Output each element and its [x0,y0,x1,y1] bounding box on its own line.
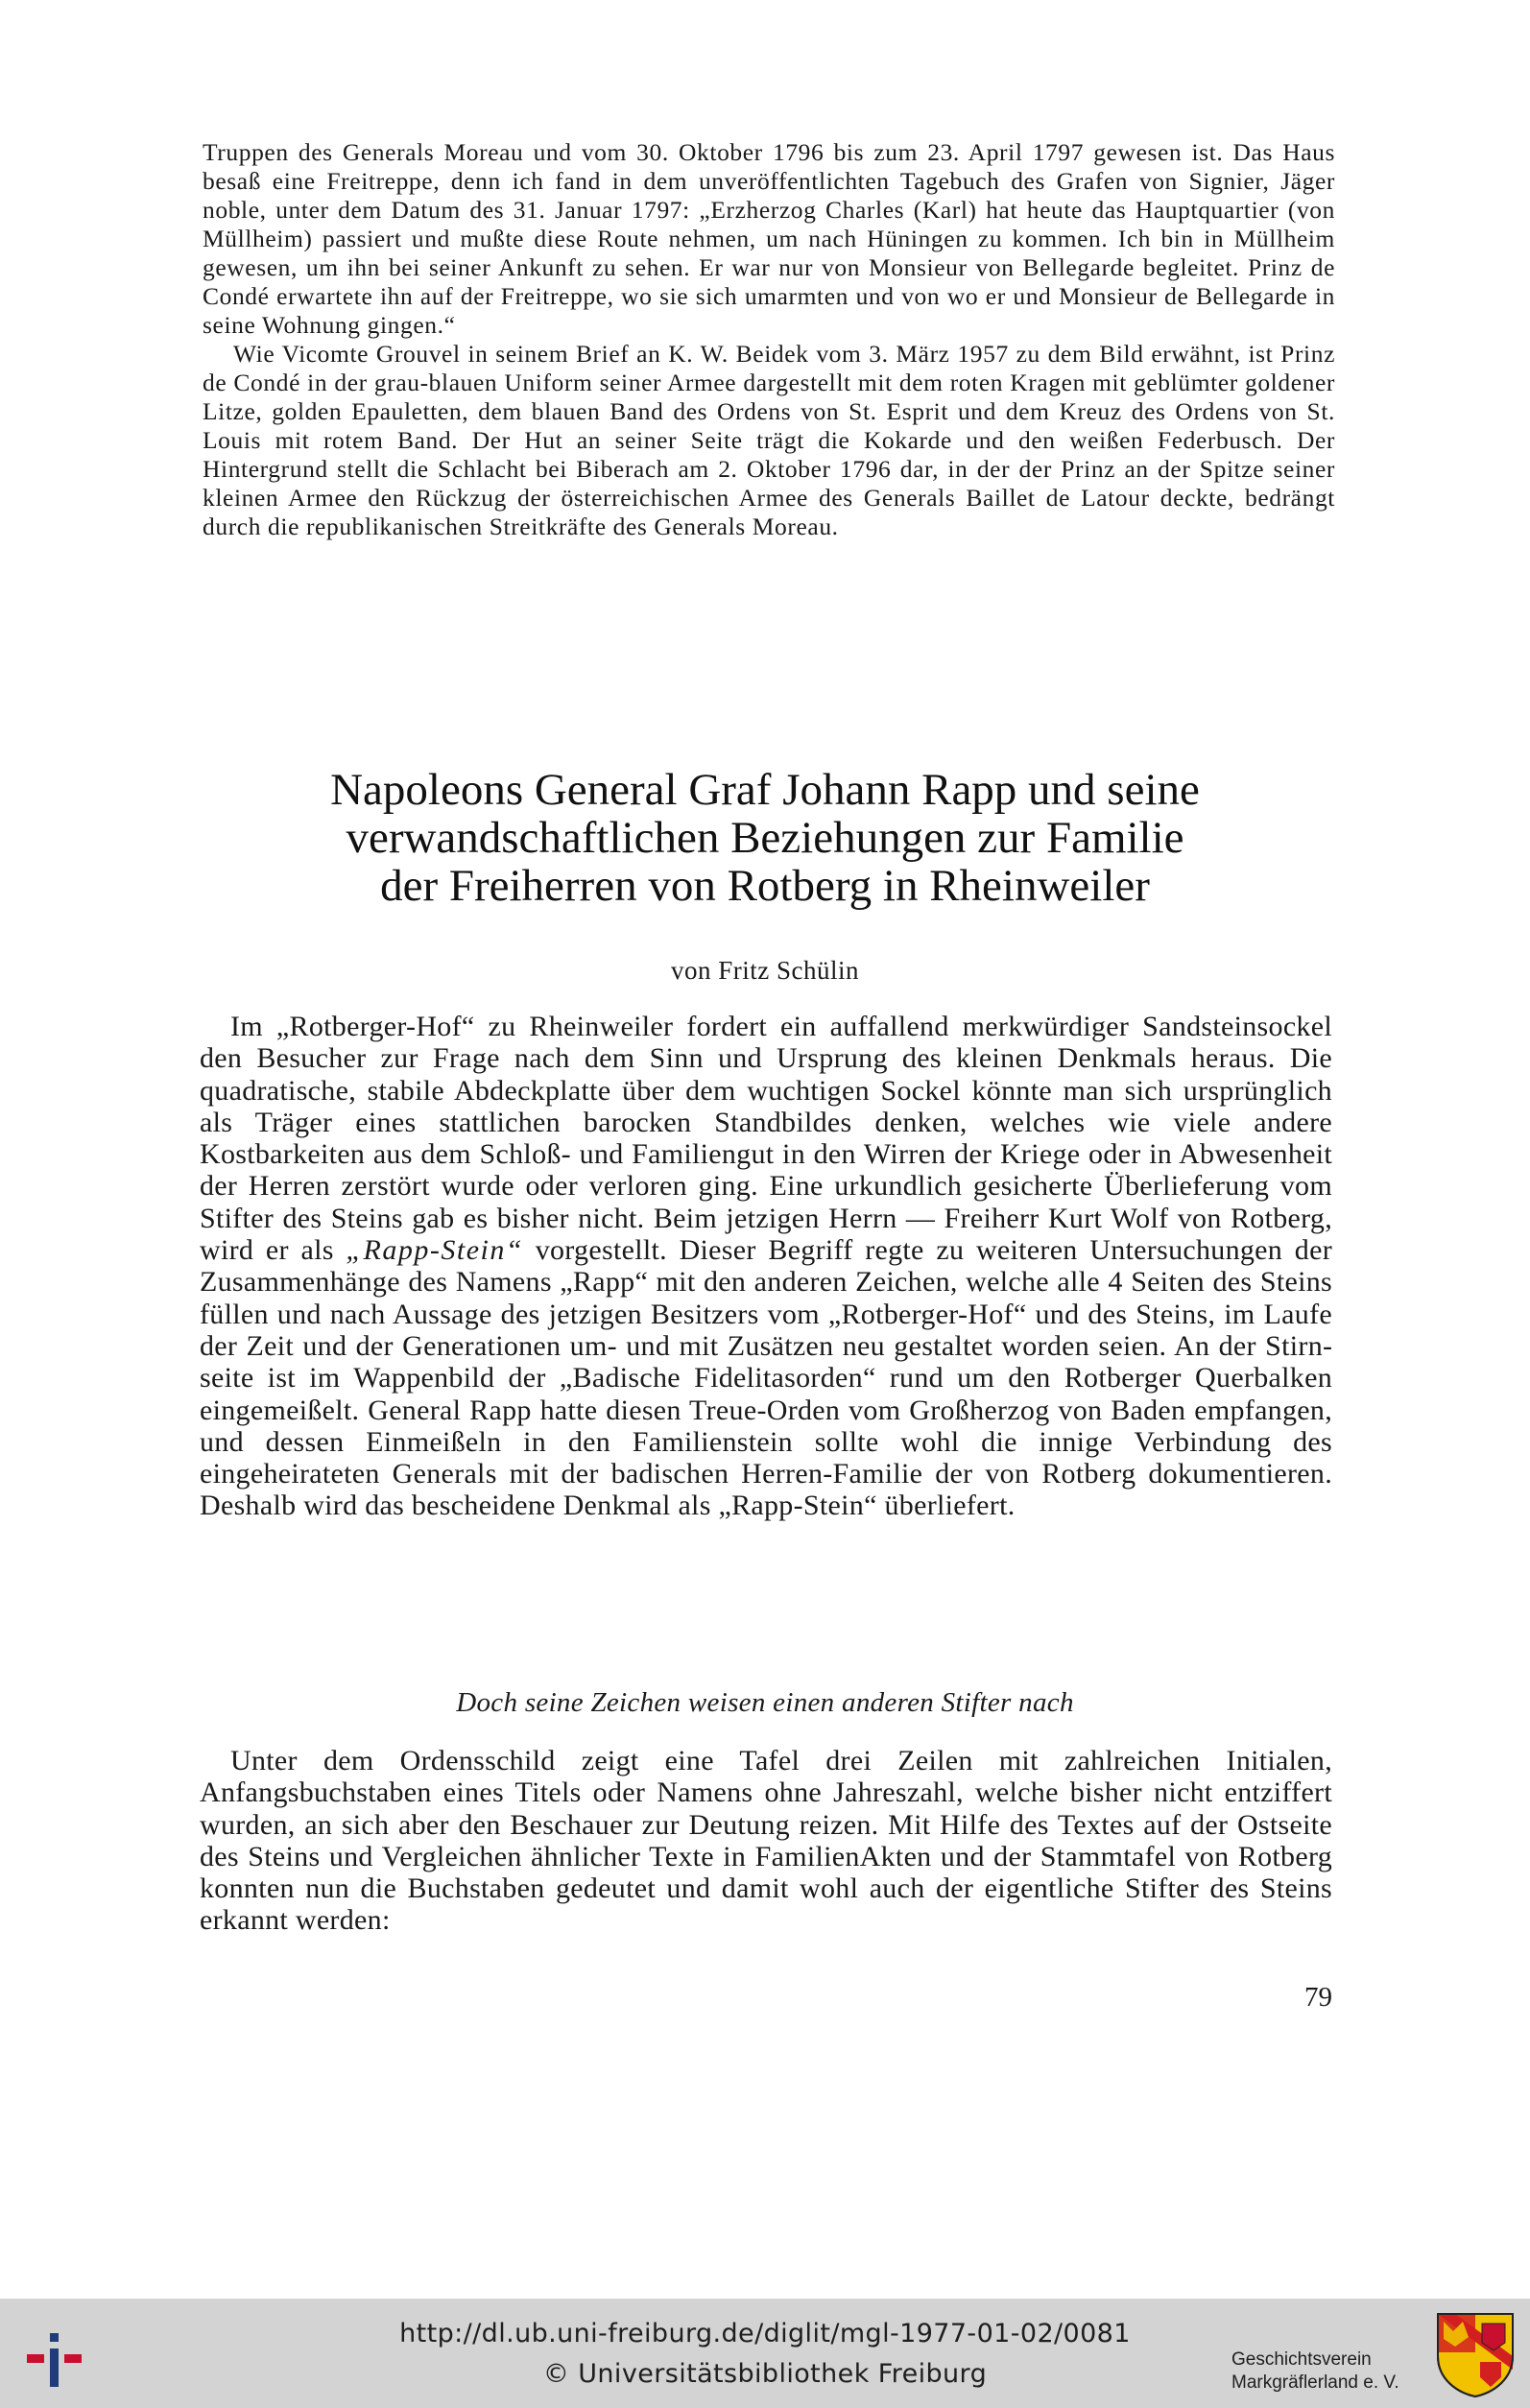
society-line: Geschichtsverein [1231,2349,1372,2370]
markgraeflerland-crest-icon[interactable] [1434,2310,1517,2398]
article-body-section [200,1745,1332,1937]
title-line: Napoleons General Graf Johann Rapp und seine [330,765,1200,815]
paragraph: Unter dem Ordensschild zeigt eine Tafel drei Zeilen mit zahlreichen Initialen, Anfangsbuchstaben eines Titels oder Namens ohne Jahreszahl, welche bisher nicht entziffert wurden, an sich aber den Beschauer zur Deutung reizen. Mit Hilfe des Textes auf der Ostseite des Steins und Vergleichen ähnlicher Texte in FamilienAkten und der Stammtafel von Rotberg konnten nun die Buchstaben gedeutet und damit wohl auch der eigentliche Stifter des Steins erkannt werden: [200,1745,1332,1937]
text-run: Im „Rotberger-Hof“ zu Rheinweiler fordert ein auffallend merkwürdiger Sandsteinsockel den Besucher zur Frage nach dem Sinn und Ursprung des kleinen Denkmals heraus. Die quadratische, stabile Abdeckplatte über dem wuchtigen Sockel könnte man sich ursprünglich als Träger eines stattlichen barocken Standbildes denken, welches wie viele andere Kostbarkeiten aus dem Schloß- und Familiengut in den Wirren der Kriege oder in Abwesenheit der Herren zerstört wurde oder verloren ging. Eine urkundlich gesicherte Überlieferung vom Stifter des Steins gab es bisher nicht. Beim jetzigen Herrn — Freiherr Kurt Wolf von Rotberg, wird er als [200,1011,1332,1267]
paragraph [200,1011,1332,1522]
page-number: 79 [1304,1982,1332,2013]
paragraph: Wie Vicomte Grouvel in seinem Brief an K. W. Beidek vom 3. März 1957 zu dem Bild erwähnt, ist Prinz de Condé in der grau-blauen Uniform seiner Armee dargestellt mit dem roten Kragen mit geblümter goldener Litze, golden Epauletten, dem blauen Band des Ordens von St. Esprit und dem Kreuz des Ordens von St. Louis mit rotem Band. Der Hut an seiner Seite trägt die Kokarde und den weißen Federbusch. Der Hintergrund stellt die Schlacht bei Biberach am 2. Oktober 1796 dar, in der der Prinz an der Spitze seiner kleinen Armee den Rückzug der österreichischen Armee des Generals Baillet de Latour deckte, bedrängt durch die republikanischen Streitkräfte des Generals Moreau. [203,340,1335,540]
title-line: verwandschaftlichen Beziehungen zur Familie [346,813,1184,863]
continued-text [203,138,1335,541]
article-author: von Fritz Schülin [671,956,859,985]
footer-url-link[interactable]: http://dl.ub.uni-freiburg.de/diglit/mgl-1977-01-02/0081 [399,2319,1131,2348]
footer-copyright: © Universitätsbibliothek Freiburg [542,2359,988,2389]
text-run: vorgestellt. Dieser Begriff regte zu weiteren Untersuchungen der Zusammenhänge des Namens „Rapp“ mit den anderen Zeichen, welche alle 4 Seiten des Steins füllen und nach Aussage des jetzigen Besitzers vom „Rotberger-Hof“ und des Steins, im Laufe der Zeit und der Generationen um- und mit Zusätzen neu gestaltet worden seien. An der Stirnseite ist im Wappenbild der „Badische Fidelitasorden“ rund um den Rotberger Querbalken eingemeißelt. General Rapp hatte diesen Treue-Orden vom Großherzog von Baden empfangen, und dessen Einmeißeln in den Familienstein sollte wohl die innige Verbindung des eingeheirateten Generals mit der badischen Herren-Familie der von Rotberg dokumentieren. Deshalb wird das bescheidene Denkmal als „Rapp-Stein“ überliefert. [200,1234,1332,1522]
section-subheading: Doch seine Zeichen weisen einen anderen Stifter nach [456,1687,1074,1718]
paragraph: Truppen des Generals Moreau und vom 30. Oktober 1796 bis zum 23. April 1797 gewesen ist. Das Haus besaß eine Freitreppe, denn ich fand in dem unveröffentlichten Tagebuch des Grafen von Signier, Jäger noble, unter dem Datum des 31. Januar 1797: „Erzherzog Charles (Karl) hat heute das Hauptquartier (von Müllheim) passiert und mußte diese Route nehmen, um nach Hüningen zu kommen. Ich bin in Müllheim gewesen, um ihn bei seiner Ankunft zu sehen. Er war nur von Monsieur von Bellegarde begleitet. Prinz de Condé erwartete ihn auf der Freitreppe, wo sie sich umarmten und von wo er und Monsieur de Bellegarde in seine Wohnung gingen.“ [203,138,1335,339]
footer-bar [0,2299,1530,2408]
society-line: Markgräflerland e. V. [1231,2372,1399,2393]
article-title [144,766,1386,910]
article-body-intro [200,1011,1332,1522]
title-line: der Freiherren von Rotberg in Rheinweiler [380,861,1150,911]
society-name[interactable] [1231,2348,1414,2395]
italic-term: „Rapp-Stein“ [346,1234,524,1267]
